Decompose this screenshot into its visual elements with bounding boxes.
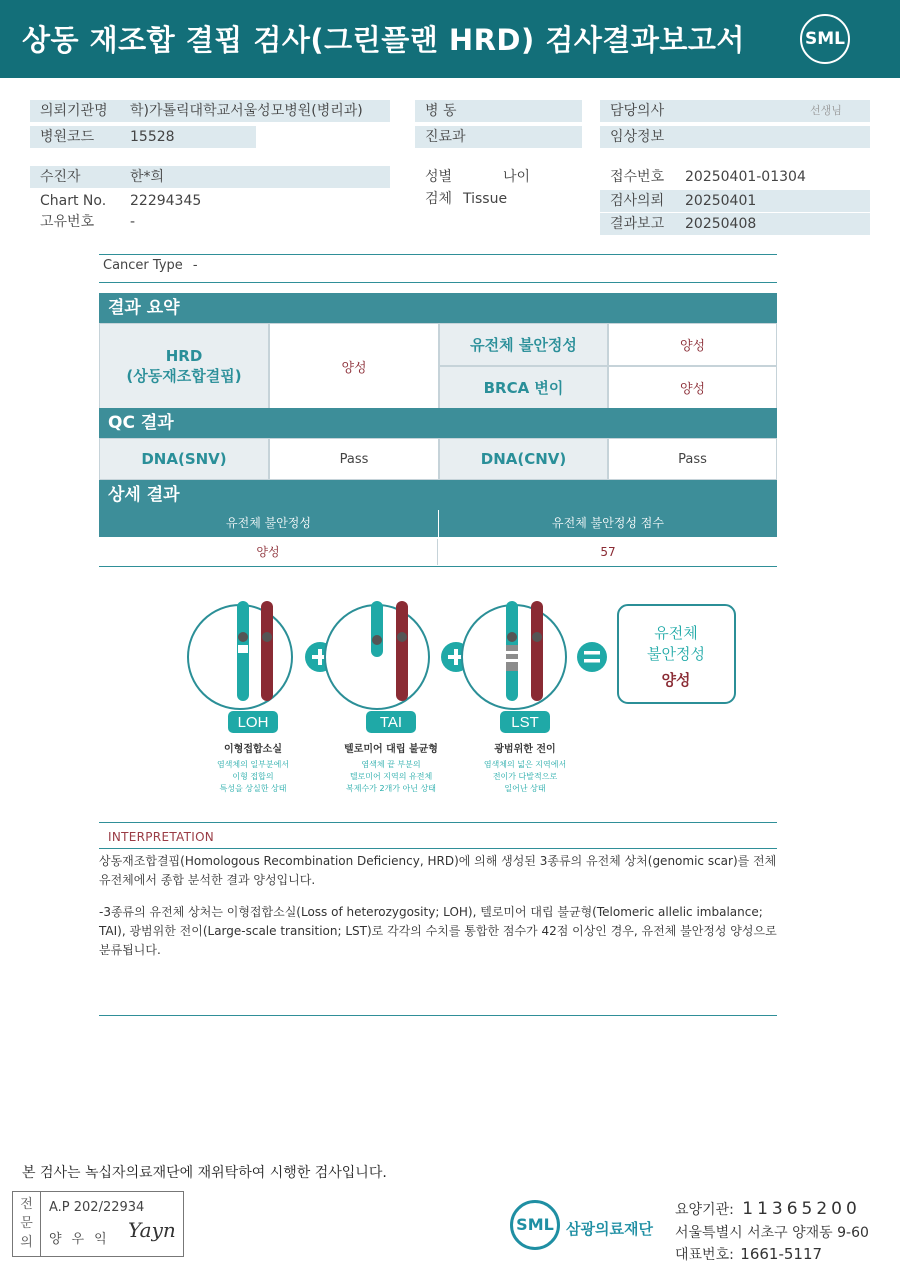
brca-value-cell [608,366,777,409]
tai-title: 텔로미어 대립 불균형 [344,744,438,755]
ward-field [415,100,582,122]
sex-age-field [415,166,582,188]
specimen-field [415,188,582,210]
specimen-value: Tissue [463,191,508,207]
detail-section-title: 상세 결과 [99,480,777,510]
institution-code-line [675,1199,861,1219]
lst-grey-band [506,645,518,671]
unique-no-field [30,211,290,233]
interpretation-paragraph-1 [99,852,779,890]
patient-field [30,166,390,188]
snv-value: Pass [339,451,369,467]
snv-label: DNA(SNV) [141,450,227,468]
loh-chromosome-right [261,601,273,701]
clinical-info-field [600,126,870,148]
lst-desc2: 전이가 다발적으로 [492,772,558,781]
institution-code-value: 11365200 [742,1199,861,1219]
cnv-value: Pass [678,451,707,467]
tai-centromere-left [372,635,382,645]
loh-centromere-right [262,632,272,642]
snv-value-cell [269,438,439,480]
loh-circle-group [188,601,292,793]
phone-line [675,1244,822,1264]
lst-circle-group [462,601,566,793]
request-date-field [600,190,870,212]
signature-stamp [12,1191,184,1257]
age-label: 나이 [503,169,531,185]
loh-desc1: 염색체의 일부분에서 [216,760,290,769]
cnv-label-cell [439,438,608,480]
interpretation-line: TAI), 광범위한 전이(Large-scale transition; LST)로 각각의 수치를 통합한 점수가 42점 이상인 경우, 유전체 불안정성 양성으로 [99,924,777,938]
outsourcing-note: 본 검사는 녹십자의료재단에 재위탁하여 시행한 검사입니다. [22,1165,387,1181]
hrd-label-line2: (상동재조합결핍) [126,366,242,385]
gi-result-line1: 유전체 [654,624,698,642]
lst-desc3: 일어난 상태 [504,784,546,793]
lst-centromere-left [507,632,517,642]
cnv-label: DNA(CNV) [480,450,567,468]
hospital-code-field [30,126,256,148]
divider [99,1015,777,1016]
cancer-type-value: - [192,258,198,273]
sml-footer-logo-icon: SML [510,1200,560,1250]
department-label: 진료과 [425,129,466,145]
gi-result-value: 양성 [661,671,691,689]
lst-chromosome-right [531,601,543,701]
sex-label: 성별 [425,169,453,185]
report-date-value: 20250408 [685,216,757,232]
loh-gap [238,645,248,653]
divider [99,254,777,255]
receipt-label: 접수번호 [610,169,665,185]
divider [99,848,777,849]
lst-label: LST [511,714,539,731]
interpretation-line: 유전체에서 종합 분석한 결과 양성입니다. [99,873,316,887]
patient-label: 수진자 [40,169,81,185]
hrd-value: 양성 [341,360,367,376]
specimen-label: 검체 [425,191,453,207]
divider [99,822,777,823]
detail-col2-value: 57 [600,545,616,559]
snv-label-cell [99,438,269,480]
report-title: 상동 재조합 결핍 검사(그린플랜 HRD) 검사결과보고서 [22,23,745,57]
interpretation-title: INTERPRETATION [108,830,215,844]
doctor-field [600,100,870,122]
lst-stripe [506,651,518,654]
interpretation-line: 상동재조합결핍(Homologous Recombination Deficiency, HRD)에 의해 생성된 3종류의 유전체 상처(genomic scar)를 전체 [99,854,777,868]
brca-label: BRCA 변이 [483,379,564,397]
brca-label-cell [439,366,608,409]
genomic-scar-diagram [180,585,750,810]
tai-chromosome-left [371,601,383,657]
lst-title: 광범위한 전이 [494,744,556,755]
detail-col1-value: 양성 [99,539,438,565]
phone-label: 대표번호: [675,1247,734,1263]
tai-desc3: 복제수가 2개가 아닌 상태 [346,784,436,793]
hrd-label-line1: HRD [165,346,203,365]
doctor-label: 담당의사 [610,103,665,119]
chart-no-field [30,190,290,212]
lst-centromere-right [532,632,542,642]
tai-desc2: 텔로미어 지역의 유전체 [349,772,433,781]
detail-col1-header: 유전체 불안정성 [99,510,438,537]
loh-centromere-left [238,632,248,642]
institution-label: 의뢰기관명 [40,103,108,119]
loh-title: 이형접합소실 [224,744,282,755]
clinical-info-label: 임상정보 [610,129,665,145]
organization-name: 삼광의료재단 [566,1220,653,1238]
phone-value: 1661-5117 [740,1245,823,1263]
doctor-suffix: 선생님 [810,104,842,117]
chart-no-value: 22294345 [130,193,202,209]
interpretation-paragraph-2 [99,903,779,960]
plus-icon-bar [454,649,458,665]
ward-label: 병 동 [425,103,457,119]
request-date-label: 검사의뢰 [610,193,665,209]
loh-desc2: 이형 접합의 [232,772,274,781]
hrd-value-cell [269,323,439,409]
divider [99,566,777,567]
equals-icon-bar [584,651,600,655]
tai-chromosome-right [396,601,408,701]
report-date-label: 결과보고 [610,216,665,232]
institution-field [30,100,390,122]
tai-label: TAI [379,714,403,731]
brca-value: 양성 [679,382,706,397]
patient-value: 한*희 [130,169,165,185]
hospital-code-value: 15528 [130,129,175,145]
lst-desc1: 염색체의 넓은 지역에서 [483,760,567,769]
interpretation-line: -3종류의 유전체 상처는 이형접합소실(Loss of heterozygosity; LOH), 텔로미어 대립 불균형(Telomeric allelic imbalance; [99,905,763,919]
equals-icon-bar [584,659,600,663]
loh-desc3: 특성을 상실한 상태 [219,784,287,793]
gi-value-cell [608,323,777,366]
hrd-label-cell [99,323,269,409]
summary-section-title: 결과 요약 [99,293,777,323]
gi-label: 유전체 불안정성 [470,336,577,354]
detail-col2-header: 유전체 불안정성 점수 [439,510,777,537]
gi-result-line2: 불안정성 [647,645,705,663]
sml-logo-icon: SML [800,14,850,64]
report-date-field [600,213,870,235]
gi-value: 양성 [679,339,706,354]
interpretation-line: 분류됩니다. [99,943,161,957]
lst-stripe [506,659,518,662]
qc-section-title: QC 결과 [99,408,777,438]
organization-address: 서울특별시 서초구 양재동 9-60 [675,1225,869,1241]
receipt-value: 20250401-01304 [685,169,806,185]
cancer-type-label: Cancer Type [103,258,183,273]
chart-no-label: Chart No. [40,193,107,209]
handwritten-signature: Yayn [128,1218,176,1242]
report-header [0,0,900,78]
institution-code-label: 요양기관: [675,1202,734,1218]
stamp-doctor-name: 양우익 [49,1232,117,1247]
tai-desc1: 염색체 끝 부분의 [361,760,421,769]
hospital-code-label: 병원코드 [40,129,95,145]
divider [99,282,777,283]
receipt-field [600,166,870,188]
equals-icon [577,642,607,672]
loh-label: LOH [237,714,269,731]
stamp-license: A.P 202/22934 [49,1200,145,1215]
unique-no-label: 고유번호 [40,214,95,230]
request-date-value: 20250401 [685,193,757,209]
cnv-value-cell [608,438,777,480]
tai-centromere-right [397,632,407,642]
plus-icon-bar [318,649,322,665]
institution-value: 학)가톨릭대학교서울성모병원(병리과) [130,103,363,119]
gi-label-cell [439,323,608,366]
specialist-label: 전 문 의 [13,1192,41,1256]
department-field [415,126,582,148]
tai-circle-group [325,601,438,793]
cancer-type-row [103,258,198,273]
unique-no-value: - [130,214,136,230]
